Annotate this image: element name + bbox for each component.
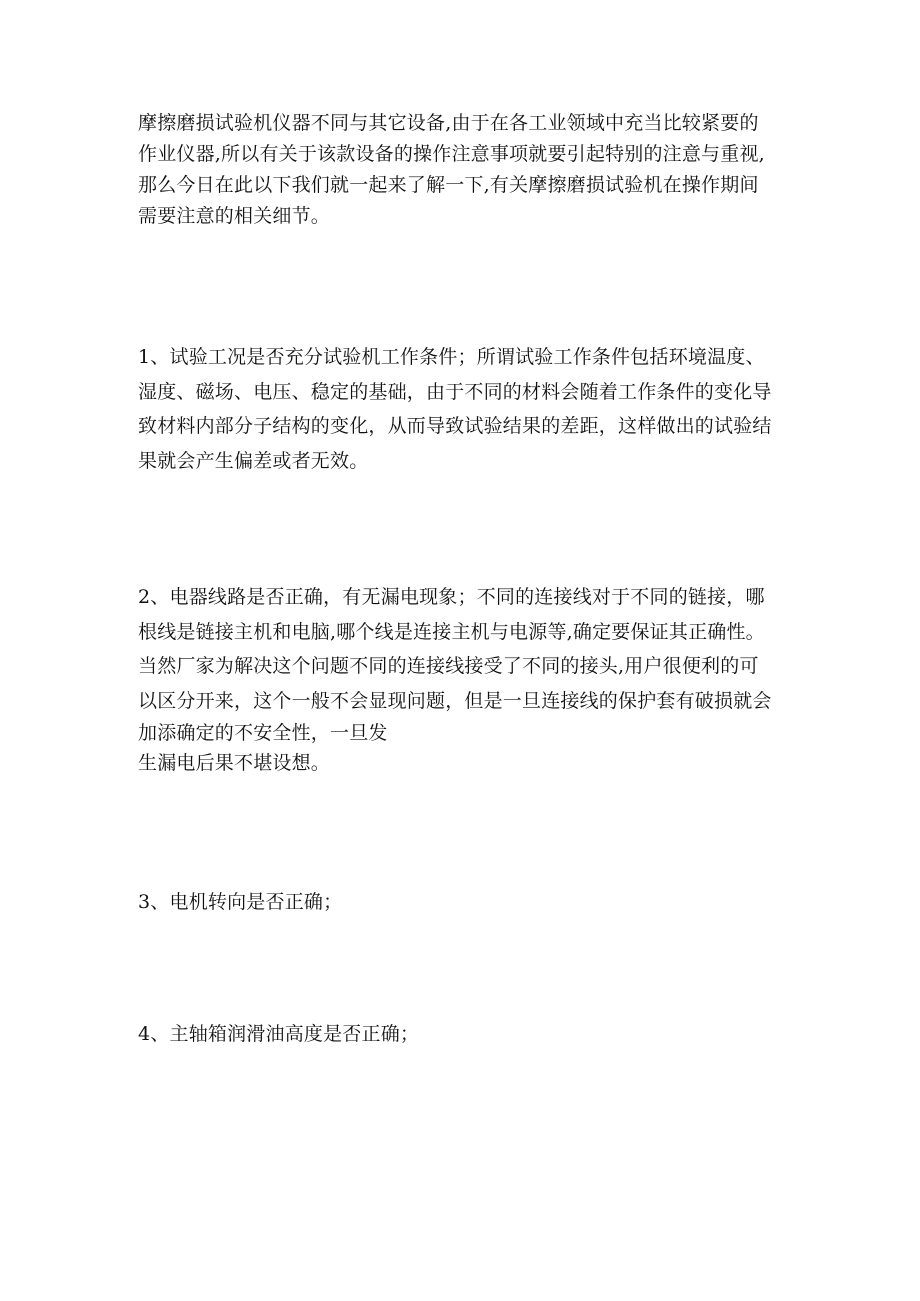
text-line: 需要注意的相关细节。 bbox=[138, 205, 331, 227]
text-line: 那么今日在此以下我们就一起来了解一下,有关摩擦磨损试验机在操作期间 bbox=[138, 174, 759, 196]
text-line: 湿度、磁场、电压、稳定的基础，由于不同的材料会随着工作条件的变化导 bbox=[138, 380, 772, 403]
text-line: 加添确定的不安全性，一旦发 bbox=[138, 722, 388, 744]
intro-paragraph bbox=[138, 108, 818, 232]
text-line: 1、试验工况是否充分试验机工作条件；所谓试验工作条件包括环境温度、 bbox=[138, 346, 765, 368]
text-line: 4、主轴箱润滑油高度是否正确； bbox=[138, 1023, 420, 1045]
text-line: 果就会产生偏差或者无效。 bbox=[138, 449, 369, 472]
item-3-paragraph bbox=[138, 885, 818, 919]
text-line: 根线是链接主机和电脑,哪个线是连接主机与电源等,确定要保证其正确性。 bbox=[138, 620, 765, 643]
text-line: 以区分开来，这个一般不会显现问题，但是一旦连接线的保护套有破损就会 bbox=[138, 689, 772, 712]
text-line: 作业仪器,所以有关于该款设备的操作注意事项就要引起特别的注意与重视, bbox=[138, 143, 765, 165]
item-2-paragraph bbox=[138, 580, 818, 778]
text-line: 3、电机转向是否正确； bbox=[138, 891, 343, 913]
text-line: 2、电器线路是否正确，有无漏电现象；不同的连接线对于不同的链接，哪 bbox=[138, 586, 765, 608]
text-line: 当然厂家为解决这个问题不同的连接线接受了不同的接头,用户很便利的可 bbox=[138, 655, 759, 677]
item-4-paragraph bbox=[138, 1017, 818, 1051]
text-line: 致材料内部分子结构的变化，从而导致试验结果的差距，这样做出的试验结 bbox=[138, 415, 772, 437]
text-line: 摩擦磨损试验机仪器不同与其它设备,由于在各工业领域中充当比较紧要的 bbox=[138, 112, 759, 134]
text-line: 生漏电后果不堪设想。 bbox=[138, 752, 331, 774]
item-1-paragraph bbox=[138, 340, 818, 478]
